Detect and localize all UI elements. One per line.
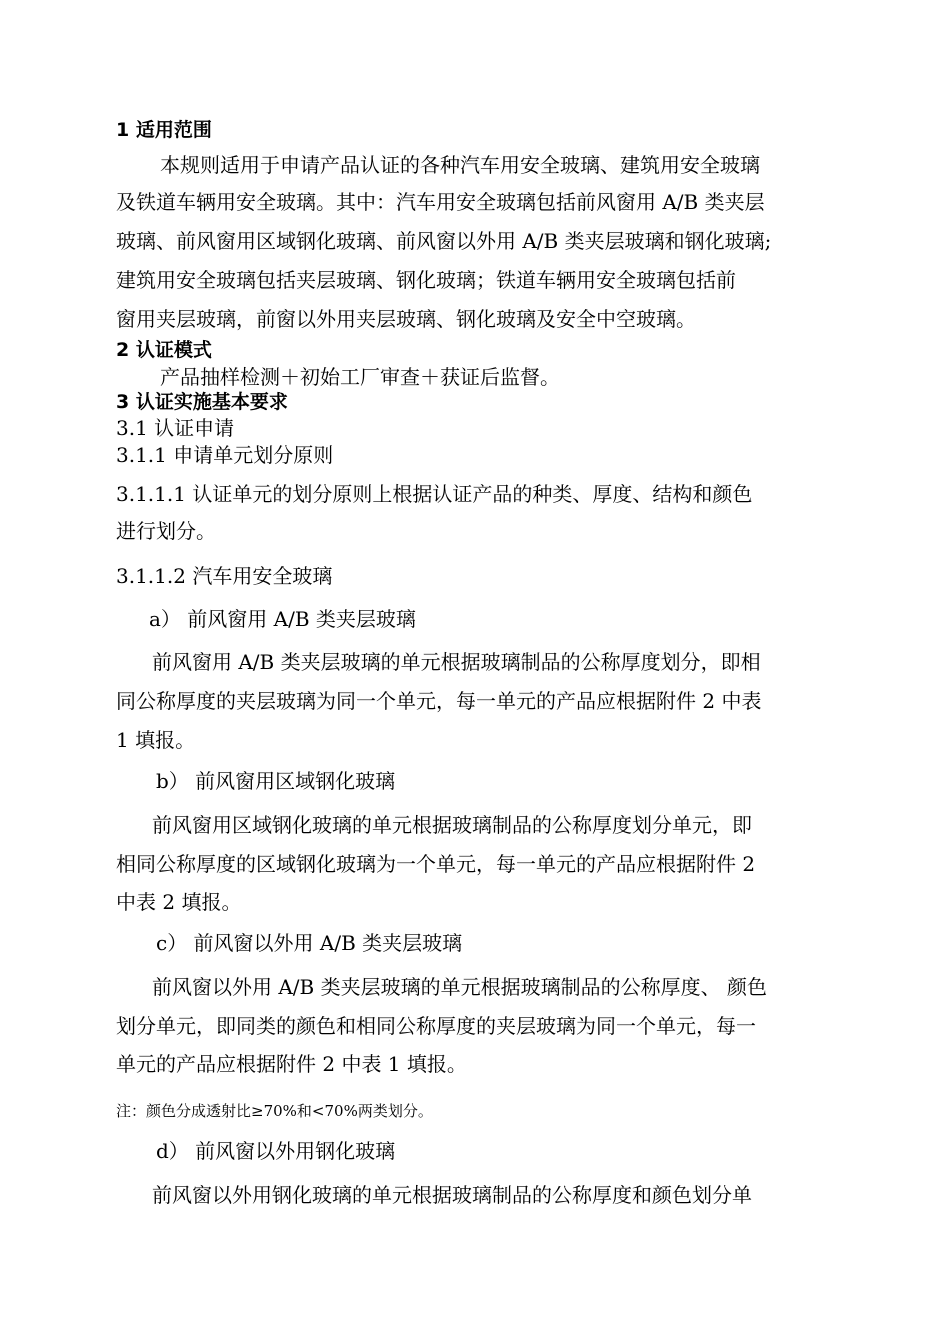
item-c-line: 划分单元，即同类的颜色和相同公称厚度的夹层玻璃为同一个单元，每一 — [116, 1014, 756, 1038]
color-note: 注：颜色分成透射比≥70%和<70%两类划分。 — [116, 1102, 433, 1120]
section-3-1-1-heading: 3.1.1 申请单元划分原则 — [116, 443, 334, 467]
section-3-1-1-1-line: 3.1.1.1 认证单元的划分原则上根据认证产品的种类、厚度、结构和颜色 — [116, 482, 753, 506]
item-c-line: 前风窗以外用 A/B 类夹层玻璃的单元根据玻璃制品的公称厚度、 颜色 — [152, 975, 767, 999]
section-1-line: 窗用夹层玻璃，前窗以外用夹层玻璃、钢化玻璃及安全中空玻璃。 — [116, 307, 696, 331]
section-1-heading: 1 适用范围 — [116, 119, 212, 141]
item-d-line: 前风窗以外用钢化玻璃的单元根据玻璃制品的公称厚度和颜色划分单 — [152, 1183, 752, 1207]
section-3-1-1-2-heading: 3.1.1.2 汽车用安全玻璃 — [116, 564, 333, 588]
item-b-line: 中表 2 填报。 — [116, 890, 242, 914]
section-3-heading: 3 认证实施基本要求 — [116, 391, 288, 413]
item-d-title: d） 前风窗以外用钢化玻璃 — [156, 1139, 396, 1163]
section-2-text: 产品抽样检测＋初始工厂审查＋获证后监督。 — [160, 365, 560, 389]
item-b-line: 相同公称厚度的区域钢化玻璃为一个单元，每一单元的产品应根据附件 2 — [116, 852, 756, 876]
item-c-title: c） 前风窗以外用 A/B 类夹层玻璃 — [156, 931, 463, 955]
item-c-line: 单元的产品应根据附件 2 中表 1 填报。 — [116, 1052, 467, 1076]
section-1-line: 及铁道车辆用安全玻璃。其中：汽车用安全玻璃包括前风窗用 A/B 类夹层 — [116, 190, 765, 214]
item-b-line: 前风窗用区域钢化玻璃的单元根据玻璃制品的公称厚度划分单元，即 — [152, 813, 752, 837]
item-b-title: b） 前风窗用区域钢化玻璃 — [156, 769, 396, 793]
section-1-line: 建筑用安全玻璃包括夹层玻璃、钢化玻璃；铁道车辆用安全玻璃包括前 — [116, 268, 736, 292]
section-1-line: 玻璃、前风窗用区域钢化玻璃、前风窗以外用 A/B 类夹层玻璃和钢化玻璃; — [116, 229, 772, 253]
section-1-line: 本规则适用于申请产品认证的各种汽车用安全玻璃、建筑用安全玻璃 — [160, 153, 760, 177]
section-3-1-1-1-line: 进行划分。 — [116, 519, 216, 543]
section-2-heading: 2 认证模式 — [116, 339, 212, 361]
item-a-title: a） 前风窗用 A/B 类夹层玻璃 — [149, 607, 416, 631]
item-a-line: 1 填报。 — [116, 728, 196, 752]
item-a-line: 前风窗用 A/B 类夹层玻璃的单元根据玻璃制品的公称厚度划分，即相 — [152, 650, 761, 674]
item-a-line: 同公称厚度的夹层玻璃为同一个单元，每一单元的产品应根据附件 2 中表 — [116, 689, 762, 713]
section-3-1-heading: 3.1 认证申请 — [116, 416, 235, 440]
